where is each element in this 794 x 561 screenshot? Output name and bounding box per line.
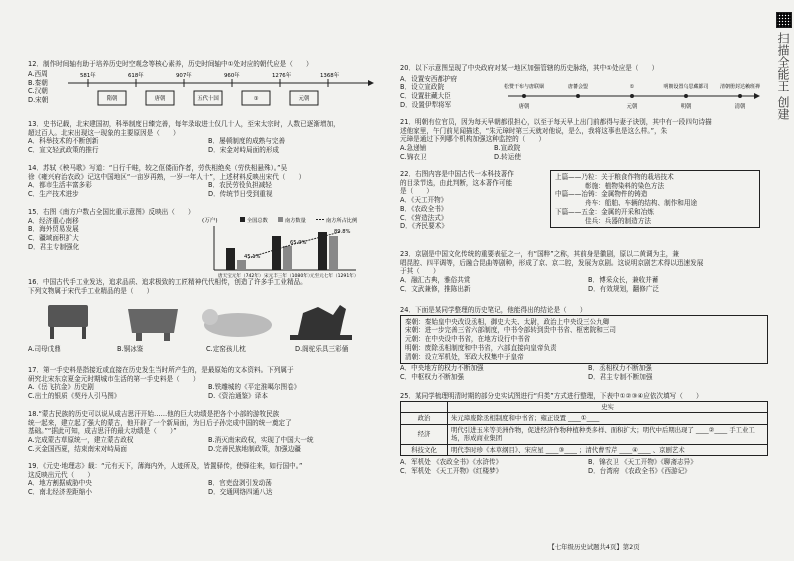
note-4: 明朝：废除丞相制度和中书省，六部直接向皇帝负责 — [405, 343, 557, 352]
question-21-options — [400, 144, 580, 161]
question-17-line-1: 17．第一手史料是指接近或直接在历史发生当时所产生的，是最原始的文本资料。下列属于 — [28, 366, 294, 374]
question-12-stem: 12．制作时间轴有助于培养历史时空观念等核心素养，历史时间轴中①处对应的朝代应是（ ） — [28, 60, 313, 68]
timeline-segment-label: 隋朝 — [106, 95, 118, 102]
question-25 — [400, 392, 768, 475]
table-corner — [401, 401, 448, 412]
question-19-line-2: 这反映出元代（ ） — [28, 470, 94, 479]
option-c[interactable]: C．军机处 《天工开物》《红楼梦》 — [400, 466, 503, 475]
ratio-label-1291: 89.8% — [334, 229, 351, 235]
option-c[interactable]: C．《营造法式》 — [400, 213, 448, 222]
row-text: 明代李时珍《本草纲目》、宋应星 ____③____ ；清代曹雪芹 ____④____ 、京剧艺术 — [448, 444, 768, 455]
page-footer: 【七年级历史试题共4页】第2页 — [548, 542, 640, 551]
pillow-head — [202, 309, 218, 325]
bar-total-1080 — [272, 236, 281, 270]
flow-event-label: 明朝设置乌思藏都司 — [663, 84, 709, 90]
bar-total-1291 — [318, 232, 327, 270]
ratio-label-742: 45.1% — [244, 254, 261, 260]
legend-south: 南方数量 — [285, 218, 306, 224]
ratio-label-1080: 65.9% — [290, 240, 307, 246]
question-15-stem: 15．右图《南方户数占全国比重示意图》反映出（ ） — [28, 208, 195, 216]
question-24 — [400, 306, 768, 382]
table-row — [401, 424, 768, 444]
timeline-segment-label: 唐朝 — [154, 95, 166, 102]
category-1291: 元至元七年（1291年） — [310, 274, 359, 279]
question-20-stem: 20．以下示意图呈现了中央政府对某一地区加强管辖的历史脉络，其中①处应是（ ） — [400, 64, 659, 72]
question-25-stem: 25．某同学梳理明清时期的部分史实试图进行“归类”方式进行整理，下表中①②③④应依次填写（ ） — [400, 392, 703, 400]
option-c[interactable]: C.出土的银质《契丹人引马图》 — [28, 392, 121, 401]
question-21-line-1: 21．明朝有位官员，因为每天早朝都很担心，以至于每天早上出门前都得与妻子诀别，其中有一段四句诗描 — [400, 118, 712, 126]
question-18-line-1: 18.“蒙古民族的历史可以说从成吉思汗开始……他的巨大功绩是把各个小部的游牧民族 — [28, 410, 280, 418]
question-14-options — [28, 181, 380, 198]
option-b[interactable]: B.铜冰鉴 — [117, 345, 144, 354]
option-b[interactable]: B．《农政全书》 — [400, 204, 448, 213]
question-22-text — [400, 170, 540, 231]
question-16-options — [28, 345, 380, 354]
question-18 — [28, 410, 380, 454]
question-14-line-1: 14．苏轼《秧马歌》写道：“日行千畦，较之伛偻而作者，劳佚相绝矣（劳佚相悬殊）。”吴 — [28, 164, 288, 172]
chart-unit-label: (万户) — [202, 218, 218, 224]
flow-node — [630, 94, 634, 98]
flow-event-label: 清朝册封达赖班禅 — [719, 84, 761, 90]
question-13-options — [28, 137, 380, 154]
question-17 — [28, 366, 380, 401]
legend-ratio: 南方所占比例 — [326, 218, 358, 224]
option-b[interactable]: B.铁雕城的《平定淮噶尔图卷》 — [208, 383, 301, 392]
row-category: 政治 — [401, 413, 448, 424]
left-page — [0, 0, 392, 561]
category-1080: 宋元丰三年（1080年） — [264, 274, 313, 279]
toc-line-6: 佳兵：兵器的制造方法 — [585, 216, 651, 225]
ice-box-leg-left — [136, 333, 142, 341]
option-a[interactable]: A．经济重心南移 — [28, 216, 79, 225]
option-b[interactable]: B．官吏盘剥引发动荡 — [208, 479, 272, 488]
option-b[interactable]: B．博采众长，兼收并蓄 — [588, 276, 659, 285]
flow-period-label: 清朝 — [734, 104, 746, 110]
ding-leg-left — [50, 327, 54, 339]
question-25-options — [400, 458, 768, 475]
option-a[interactable]: A．军机处 《农政全书》《水浒传》 — [400, 457, 503, 466]
option-a[interactable]: A．融汇古典，雅俗共赏 — [400, 276, 471, 285]
notes-box — [400, 315, 768, 365]
toc-box — [550, 170, 760, 228]
option-d[interactable]: D．《齐民要术》 — [400, 222, 448, 231]
question-17-line-2: 研究北宋东京夏金元时期城市生活的第一手史料是（ ） — [28, 374, 200, 383]
facts-table — [400, 401, 768, 456]
option-a[interactable]: A.西周 — [28, 70, 48, 78]
question-18-options — [28, 436, 380, 453]
note-2: 宋朝：进一步完善三省六部制度，中书令部转到贵中书省、枢密院和三司 — [405, 326, 616, 335]
scanner-watermark-text: 扫描全能王 创建 — [776, 32, 790, 120]
flow-diagram — [504, 74, 764, 118]
question-22-line-1: 22．右图内容是中国古代一本科技著作 — [400, 170, 514, 178]
option-b[interactable]: B．海外贸易发展 — [28, 225, 79, 234]
option-b[interactable]: B．设立宣政院 — [400, 83, 445, 92]
timeline-segment-label: 五代十国 — [197, 95, 219, 102]
option-a[interactable]: A．《天工开物》 — [400, 196, 448, 205]
flow-node — [522, 94, 526, 98]
option-c[interactable]: C.汉朝 — [28, 87, 48, 96]
camel-figurine-image — [298, 305, 346, 335]
option-b[interactable]: B．农民劳役负担减轻 — [208, 181, 272, 190]
question-22-line-2: 的目录节选，由此判断，这本著作可能 — [400, 178, 513, 187]
question-23-line-1: 23．京剧是中国文化传统的重要表征之一，有“国粹”之称，其前身是徽剧，原以二黄调为主，兼 — [400, 250, 679, 258]
option-a[interactable]: A．科举技术的不断创新 — [28, 137, 99, 146]
option-a[interactable]: A．中央地方的权力不断加强 — [400, 364, 484, 373]
question-13-line-1: 13．史书记载，北宋建国初，科举制度日臻完善，每年录取进士仅几十人，至宋太宗时，人数已逐渐增加， — [28, 120, 340, 128]
flow-node — [684, 94, 688, 98]
question-23 — [400, 250, 768, 294]
artifact-illustrations — [28, 295, 380, 345]
option-a[interactable]: A.司母戊鼎 — [28, 345, 61, 354]
question-18-line-2: 统一起来，建立起了强大的蒙古，他开辟了一个新局面，为日后子孙完成中国的统一奠定了 — [28, 418, 292, 427]
option-c[interactable]: C．宣文轻武政策的推行 — [28, 146, 99, 155]
camel-base — [290, 335, 352, 340]
question-16-line-2: 下列文物属于宋代手工业精品的是（ ） — [28, 286, 154, 295]
flow-node — [576, 94, 580, 98]
qr-code-icon — [776, 12, 792, 28]
bar-total-742 — [226, 248, 235, 270]
timeline-year-label: 1368年 — [320, 72, 340, 79]
question-21 — [400, 118, 768, 162]
row-text: 朱元璋废除丞相制度和中书省；雍正设置 ____①____ — [448, 413, 768, 424]
question-21-line-2: 述他家里，午门前见闻描述，“朱元璋时第三天就对他说，是么，我将这事也是这么样。”，朱 — [400, 126, 668, 135]
question-16-line-1: 16．中国古代手工业发达，追求品质、追求极致的工匠精神代代相传，创造了许多手工业精品。 — [28, 278, 307, 286]
ding-artifact-image — [48, 305, 88, 327]
toc-line-3: 中篇——冶铸：金属物件的铸造 — [555, 190, 648, 199]
row-category: 科技文化 — [401, 444, 448, 455]
option-c[interactable]: C.灭金国西夏，结束南宋对峙局面 — [28, 444, 128, 453]
option-c[interactable]: C.锦衣卫 — [400, 152, 427, 161]
note-5: 清朝：设立军机处，军政大权集中于皇帝 — [405, 352, 524, 361]
question-15-options — [28, 217, 178, 252]
question-12 — [28, 60, 380, 113]
timeline-year-label: 960年 — [224, 72, 240, 79]
toc-line-4: 舟车：船舶、车辆的结构、制作和用途 — [585, 199, 698, 208]
option-b[interactable]: B.宣政院 — [494, 144, 521, 153]
option-c[interactable]: C．生产技术进步 — [28, 190, 79, 199]
option-d[interactable]: D．君主专制强化 — [28, 242, 80, 251]
option-b[interactable]: B.消灭南宋政权，实现了中国大一统 — [208, 436, 314, 445]
households-chart — [200, 214, 360, 282]
option-b[interactable]: B.秦朝 — [28, 78, 48, 87]
artifact-images — [28, 295, 380, 345]
toc-line-2: 彰施：植物染料的染色方法 — [585, 181, 665, 190]
option-c[interactable]: C．南北经济差距缩小 — [28, 488, 92, 497]
table-header-row — [401, 401, 768, 412]
timeline-arrow — [368, 80, 374, 86]
question-23-line-3: 于其（ ） — [400, 267, 440, 276]
option-d[interactable]: D.阁驼乐具三彩俑 — [295, 345, 349, 354]
question-24-options — [400, 364, 768, 381]
option-a[interactable]: A.完成蒙古草原统一，建立蒙古政权 — [28, 436, 134, 445]
question-19-options — [28, 479, 380, 496]
flow-event-label: 松赞干布与唐联姻 — [504, 84, 545, 90]
flow-period-label: 唐朝 — [518, 104, 530, 110]
question-23-line-2: 唱昆腔、四平调等，后融合昆曲等剧种，形成了京、京二腔，发展为京剧。这说明京剧艺术得以迅速发展 — [400, 258, 704, 267]
legend-total: 全国总数 — [247, 218, 268, 224]
question-14 — [28, 164, 380, 199]
option-b[interactable]: B．锦衣卫 《天工开物》《聊斋志异》 — [588, 457, 697, 466]
toc-line-1: 上篇——乃粒：关于粮食作物的栽培技术 — [555, 173, 674, 181]
timeline-year-label: 618年 — [128, 72, 144, 79]
note-1: 秦朝：秦始皇中央改设丞相，御史大夫、太尉，政治上中央设三公九卿 — [405, 317, 610, 326]
flow-node — [738, 94, 742, 98]
table-row — [401, 444, 768, 455]
legend-swatch-total — [240, 217, 245, 222]
option-c[interactable]: C．设置驻藏大臣 — [400, 92, 451, 101]
option-a[interactable]: A.《岳飞抗金》历史剧 — [28, 383, 94, 392]
timeline-year-label: 907年 — [176, 72, 192, 79]
option-c[interactable]: C．中枢权力不断加强 — [400, 372, 464, 381]
question-15 — [28, 208, 380, 279]
option-a[interactable]: A．都市生活丰富多彩 — [28, 181, 92, 190]
option-d[interactable]: D.《资治通鉴》译本 — [208, 392, 268, 401]
option-a[interactable]: A．设置安西都护府 — [400, 74, 458, 83]
option-c[interactable]: C.定窑孩儿枕 — [206, 345, 246, 354]
option-c[interactable]: C．文武兼修，推陈出新 — [400, 284, 471, 293]
table-header: 史实 — [448, 401, 768, 412]
flow-period-label: 明朝 — [680, 104, 692, 110]
timeline-segment-label: 元朝 — [298, 95, 310, 102]
question-20-options — [400, 75, 500, 110]
option-a[interactable]: A．地方割据威胁中央 — [28, 479, 92, 488]
timeline-figure — [28, 69, 380, 113]
bar-south-1080 — [283, 246, 292, 270]
category-742: 唐天宝元年（742年） — [218, 274, 264, 279]
legend-swatch-south — [278, 217, 283, 222]
question-12-options — [28, 70, 68, 105]
flow-event-label: ① — [629, 84, 635, 90]
question-19 — [28, 462, 380, 497]
toc-line-5: 下篇——五金：金属的开采和冶炼 — [555, 207, 654, 216]
question-21-line-3: 元璋是通过下列哪个机构加强这种监控的（ ） — [400, 135, 546, 144]
option-b[interactable]: B．屡顿制度的成熟与完善 — [208, 137, 286, 146]
question-19-line-1: 19．《元史·地理志》载：“元有天下，薄海内外，人迹所及，皆置驿传，使驿往来，如行国中。” — [28, 462, 303, 470]
flow-arrow — [754, 93, 760, 99]
option-d[interactable]: D.宋朝 — [28, 96, 49, 105]
scanner-watermark — [776, 8, 790, 120]
option-d[interactable]: D．台湾府 《农政全书》《西游记》 — [588, 466, 691, 475]
option-d[interactable]: D.转运使 — [494, 152, 521, 161]
question-22-line-3: 是（ ） — [400, 187, 433, 196]
timeline-year-label: 1276年 — [272, 72, 292, 79]
option-d[interactable]: D.完善民族地制政策，加强边疆 — [208, 444, 301, 453]
question-22 — [400, 170, 768, 231]
question-13 — [28, 120, 380, 155]
question-13-line-2: 超过百人。北宋出现这一现象的主要原因是（ ） — [28, 128, 180, 137]
question-23-options — [400, 276, 768, 293]
row-text: 明代引进玉米等美洲作物，促进经济作物种植种类多样、面积扩大；明代中后期出现了 ____②____ 手工业工场，形成商业集团 — [448, 424, 768, 444]
table-row — [401, 413, 768, 424]
option-d[interactable]: D．交通网络四通八达 — [208, 488, 273, 497]
row-category: 经济 — [401, 424, 448, 444]
timeline-segment-label: ① — [253, 95, 259, 102]
option-a[interactable]: A.急递铺 — [400, 144, 427, 153]
option-d[interactable]: D．君主专制不断加强 — [588, 372, 653, 381]
question-17-options — [28, 383, 380, 400]
flow-event-label: 唐蕃会盟 — [567, 84, 589, 90]
question-20 — [400, 64, 768, 110]
ice-box-leg-right — [164, 333, 170, 341]
ding-leg-right — [82, 327, 86, 339]
right-page — [394, 0, 794, 561]
question-24-stem: 24．下面是某同学整理的历史笔记，他能得出的结论是（ ） — [400, 306, 587, 314]
option-d[interactable]: D．有效规划，翻修广泛 — [588, 284, 660, 293]
question-18-line-3: 基础。”“据此可知，成吉思汗的最大功绩是（ ）” — [28, 427, 177, 436]
bronze-ice-box-image — [128, 309, 178, 333]
bar-south-1291 — [329, 236, 338, 270]
option-b[interactable]: B．丞相权力不断加强 — [588, 364, 652, 373]
timeline-year-label: 581年 — [80, 72, 96, 79]
note-3: 元朝：在中央设中书省，在地方设行中书省 — [405, 335, 531, 344]
option-d[interactable]: D．设置伊犁将军 — [400, 100, 452, 109]
option-d[interactable]: D．传统节日受到重视 — [208, 190, 273, 199]
question-14-line-2: 徐《雍兴府治农政》记这中国地区“一亩岁再熟，一岁一年人十”，上述材料反映出宋代（ ） — [28, 172, 306, 181]
option-d[interactable]: D．宋金对峙局面的形成 — [208, 146, 280, 155]
bar-south-742 — [237, 260, 246, 270]
option-c[interactable]: C．疆域面积扩大 — [28, 234, 79, 243]
question-16 — [28, 278, 380, 354]
flow-period-label: 元朝 — [626, 104, 638, 110]
